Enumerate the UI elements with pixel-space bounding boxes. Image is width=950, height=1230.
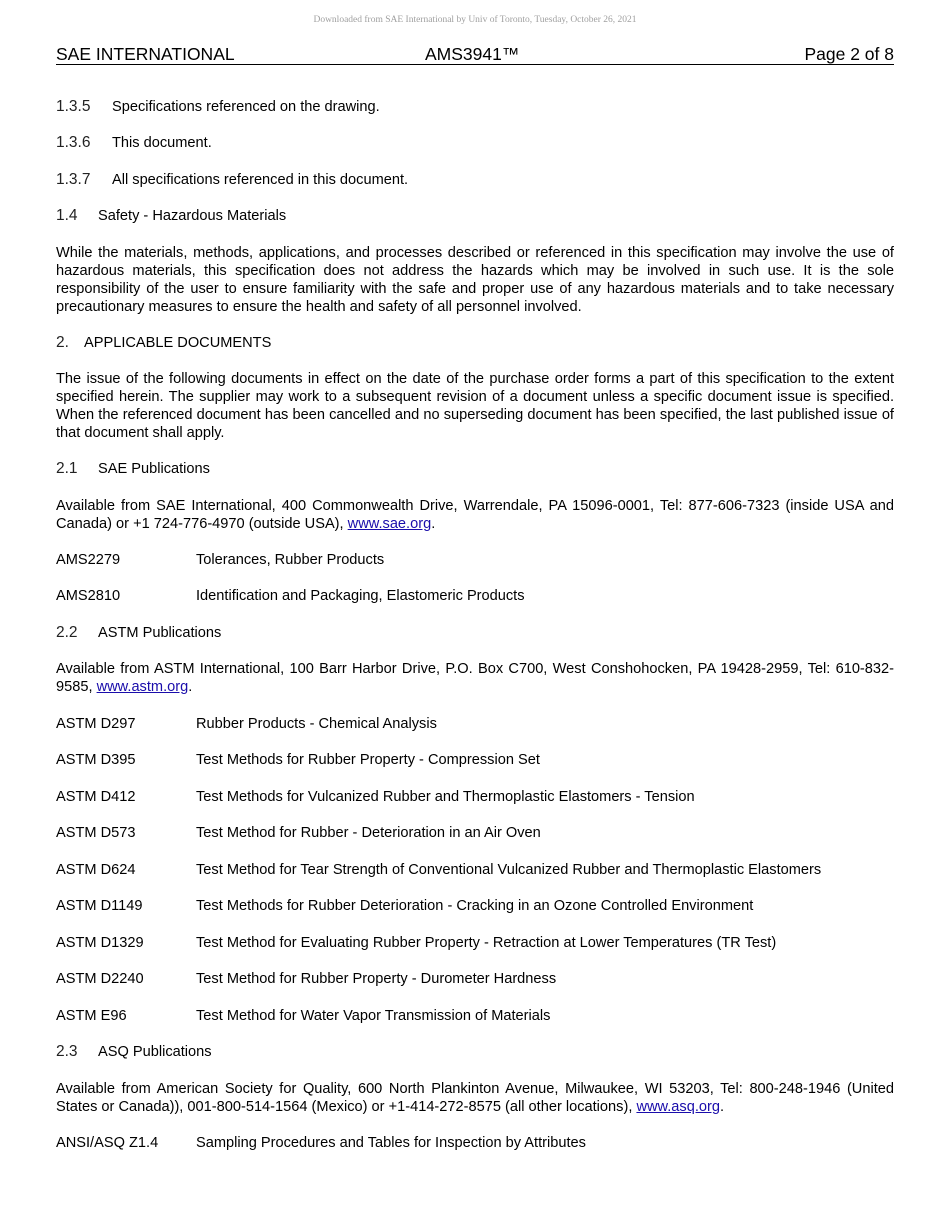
item-text: This document.	[112, 135, 212, 151]
document-code: ASTM D573	[56, 825, 136, 841]
availability-text: Available from ASTM International, 100 Barr Harbor Drive, P.O. Box C700, West Conshohocken, PA 19428-2959, Tel: 610-832-9585,	[56, 661, 894, 695]
safety-paragraph: While the materials, methods, applications, and processes described or referenced in this specification may involve the use of hazardous materials, this specification does not address the hazards which may be involved in such use. It is the sole responsibility of the user to ensure familiarity with the safe and proper use of any hazardous materials and to take necessary precautionary measures to ensure the health and safety of all personnel involved.	[56, 245, 894, 315]
sae-availability	[56, 497, 894, 533]
document-code: AMS2279	[56, 552, 121, 568]
availability-end: .	[719, 1099, 725, 1115]
document-code: ANSI/ASQ Z1.4	[56, 1135, 159, 1151]
document-title: Test Methods for Rubber Deterioration - Cracking in an Ozone Controlled Environment	[196, 898, 754, 914]
availability-end: .	[188, 679, 193, 695]
header-doc-number: AMS3941™	[425, 44, 520, 64]
section-title: Safety - Hazardous Materials	[98, 208, 287, 224]
document-code: ASTM D395	[56, 752, 136, 768]
availability-text: Available from American Society for Quality, 600 North Plankinton Avenue, Milwaukee, WI 53203, Tel: 800-248-1946 (United States or Canada)), 001-800-514-1564 (Mexico) or +1-414-272-8575 (all other locations),	[56, 1081, 894, 1115]
section-number: 2.3	[56, 1043, 78, 1060]
document-code: ASTM D1149	[56, 898, 143, 914]
document-code: ASTM D2240	[56, 971, 144, 987]
header-publisher: SAE INTERNATIONAL	[56, 44, 235, 64]
astm-availability	[56, 660, 894, 696]
section-number: 2.2	[56, 624, 78, 641]
page-header	[56, 44, 894, 65]
document-code: ASTM D412	[56, 789, 136, 805]
availability-text: Available from SAE International, 400 Commonwealth Drive, Warrendale, PA 15096-0001, Tel: 877-606-7323 (inside USA and Canada) or +1 724-776-4970 (outside USA),	[56, 498, 894, 532]
document-title: Tolerances, Rubber Products	[196, 552, 385, 568]
document-title: Test Method for Water Vapor Transmission of Materials	[196, 1008, 551, 1024]
document-title: Sampling Procedures and Tables for Inspection by Attributes	[196, 1135, 586, 1151]
applicable-docs-paragraph: The issue of the following documents in effect on the date of the purchase order forms a part of this specification to the extent specified herein. The supplier may work to a subsequent revision of a document unless a specific document issue is specified. When the referenced document has been cancelled and no superseding document has been specified, the last published issue of that document shall apply.	[56, 371, 894, 441]
header-page-number: Page 2 of 8	[804, 44, 894, 64]
item-number: 1.3.5	[56, 98, 91, 115]
section-number: 2.	[56, 334, 69, 351]
document-title: Test Method for Rubber Property - Durometer Hardness	[196, 971, 557, 987]
document-code: ASTM D297	[56, 716, 136, 732]
section-title: SAE Publications	[98, 461, 210, 477]
document-title: Rubber Products - Chemical Analysis	[196, 716, 437, 732]
document-title: Test Methods for Vulcanized Rubber and Thermoplastic Elastomers - Tension	[196, 789, 695, 805]
section-title: APPLICABLE DOCUMENTS	[84, 335, 272, 351]
item-number: 1.3.7	[56, 171, 91, 188]
section-number: 1.4	[56, 207, 78, 224]
document-code: ASTM D1329	[56, 935, 144, 951]
document-title: Identification and Packaging, Elastomeric Products	[196, 588, 525, 604]
document-code: ASTM E96	[56, 1008, 127, 1024]
asq-website-link[interactable]: www.asq.org	[636, 1099, 720, 1115]
download-watermark: Downloaded from SAE International by Univ of Toronto, Tuesday, October 26, 2021	[313, 15, 637, 25]
item-text: Specifications referenced on the drawing.	[112, 99, 380, 115]
document-title: Test Method for Tear Strength of Conventional Vulcanized Rubber and Thermoplastic Elastomers	[196, 862, 822, 878]
astm-website-link[interactable]: www.astm.org	[96, 679, 189, 695]
document-title: Test Methods for Rubber Property - Compression Set	[196, 752, 540, 768]
availability-end: .	[431, 516, 436, 532]
section-title: ASQ Publications	[98, 1044, 212, 1060]
asq-availability	[56, 1080, 894, 1116]
document-code: AMS2810	[56, 588, 121, 604]
section-number: 2.1	[56, 460, 78, 477]
document-title: Test Method for Rubber - Deterioration in an Air Oven	[196, 825, 541, 841]
section-title: ASTM Publications	[98, 625, 222, 641]
document-code: ASTM D624	[56, 862, 136, 878]
item-text: All specifications referenced in this document.	[112, 172, 409, 188]
item-number: 1.3.6	[56, 134, 91, 151]
document-title: Test Method for Evaluating Rubber Property - Retraction at Lower Temperatures (TR Test)	[196, 935, 777, 951]
sae-website-link[interactable]: www.sae.org	[347, 516, 432, 532]
